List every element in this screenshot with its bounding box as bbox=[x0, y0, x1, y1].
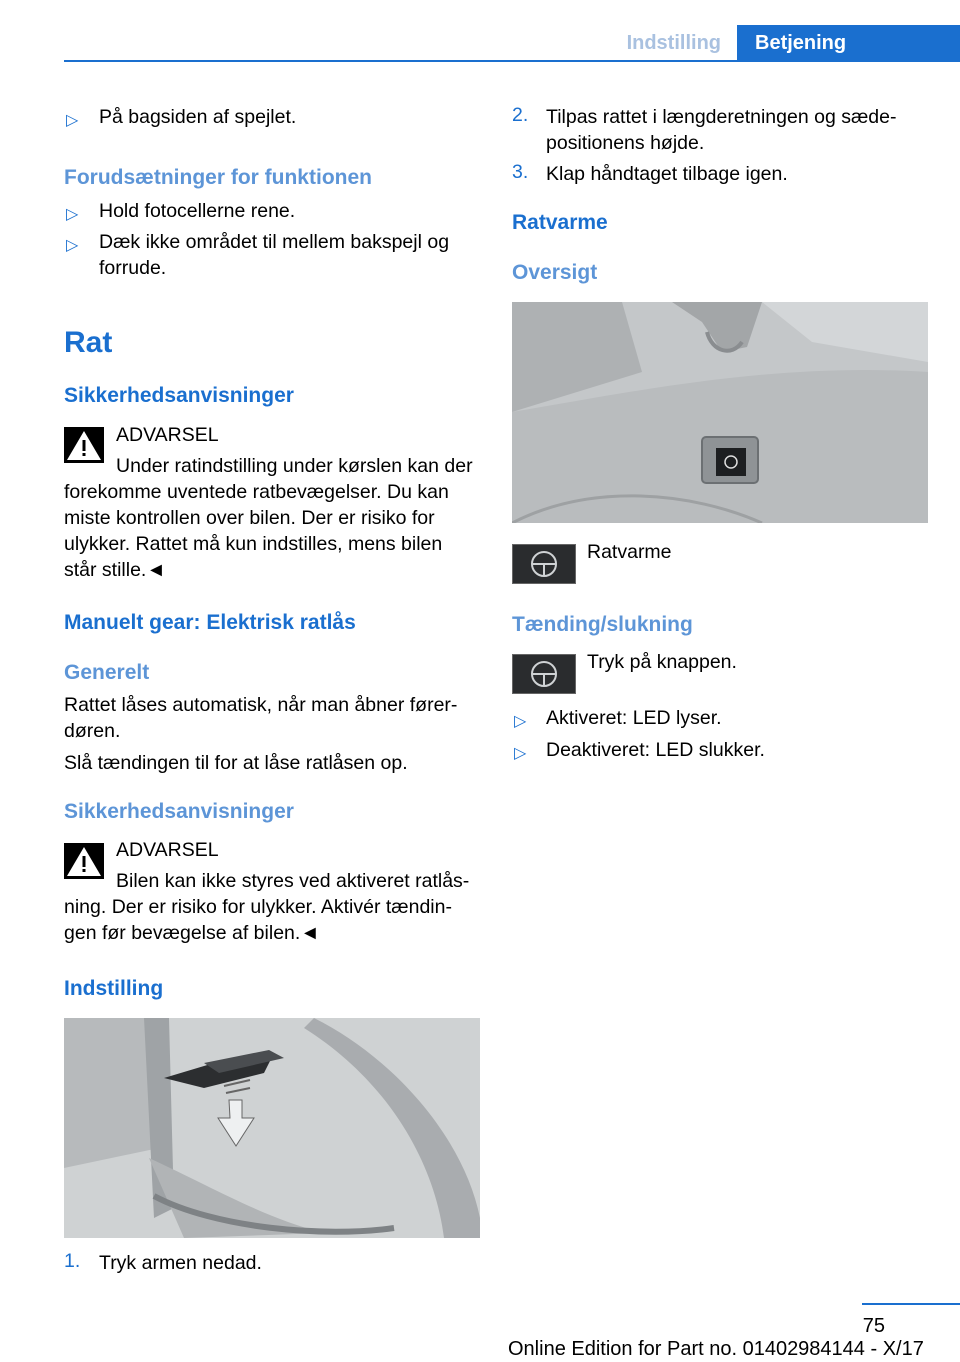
warning-title: ADVARSEL bbox=[116, 424, 219, 446]
warning-line: miste kontrollen over bilen. Der er risiko for bbox=[64, 507, 435, 529]
bullet-text: På bagsiden af spejlet. bbox=[99, 106, 297, 128]
icon-label: Ratvarme bbox=[587, 541, 672, 563]
heading-manual-gear: Manuelt gear: Elektrisk ratlås bbox=[64, 611, 356, 634]
header-tabs bbox=[627, 25, 960, 61]
step-number: 3. bbox=[512, 161, 529, 183]
step-text: Klap håndtaget tilbage igen. bbox=[546, 163, 788, 185]
warning-line: gen før bevægelse af bilen.◄ bbox=[64, 922, 320, 944]
prereq-item-continued: forrude. bbox=[99, 257, 167, 279]
step-number: 1. bbox=[64, 1250, 81, 1272]
heading-oversigt: Oversigt bbox=[512, 261, 598, 284]
step-text: Tryk armen nedad. bbox=[99, 1252, 262, 1274]
steering-wheel-heating-icon bbox=[512, 544, 576, 584]
toggle-instruction: Tryk på knappen. bbox=[587, 651, 737, 673]
heading-generelt: Generelt bbox=[64, 661, 150, 684]
page-number: 75 bbox=[862, 1315, 885, 1337]
steering-lever-image bbox=[64, 1018, 480, 1238]
footer-edition-note: Online Edition for Part no. 01402984144 - X/17 bbox=[508, 1338, 924, 1360]
header-section-label: Indstilling bbox=[626, 32, 721, 54]
warning-title: ADVARSEL bbox=[116, 839, 219, 861]
generelt-line: døren. bbox=[64, 720, 121, 742]
heading-toggle: Tænding/slukning bbox=[512, 613, 693, 636]
step-text: Tilpas rattet i længderetningen og sæde- bbox=[546, 106, 897, 128]
toggle-item: Deaktiveret: LED slukker. bbox=[546, 739, 765, 761]
warning-line: Under ratindstilling under kørslen kan der bbox=[116, 455, 473, 477]
warning-icon bbox=[64, 843, 104, 879]
bullet-icon: ▷ bbox=[514, 745, 527, 762]
steering-wheel-heating-icon bbox=[512, 654, 576, 694]
warning-icon bbox=[64, 427, 104, 463]
prereq-item: Dæk ikke området til mellem bakspejl og bbox=[99, 231, 450, 253]
step-text-continued: positionens højde. bbox=[546, 132, 705, 154]
warning-line: står stille.◄ bbox=[64, 559, 166, 581]
heading-safety: Sikkerhedsanvisninger bbox=[64, 384, 294, 407]
bullet-icon: ▷ bbox=[66, 237, 79, 254]
heading-indstilling: Indstilling bbox=[64, 977, 164, 1000]
heated-wheel-button-image bbox=[512, 302, 928, 523]
heading-rat: Rat bbox=[64, 326, 113, 359]
bullet-icon: ▷ bbox=[66, 206, 79, 223]
header-chapter-label: Betjening bbox=[737, 25, 960, 61]
heading-safety-2: Sikkerhedsanvisninger bbox=[64, 800, 294, 823]
prereq-item: Hold fotocellerne rene. bbox=[99, 200, 296, 222]
warning-line: ning. Der er risiko for ulykker. Aktivér tændin- bbox=[64, 896, 452, 918]
header-rule bbox=[64, 60, 960, 62]
heading-prereq: Forudsætninger for funktionen bbox=[64, 166, 372, 189]
warning-line: ulykker. Rattet må kun indstilles, mens bilen bbox=[64, 533, 443, 555]
bullet-icon: ▷ bbox=[66, 112, 79, 129]
generelt-line: Rattet låses automatisk, når man åbner fører- bbox=[64, 694, 458, 716]
footer-rule bbox=[862, 1303, 960, 1305]
bullet-icon: ▷ bbox=[514, 713, 527, 730]
step-number: 2. bbox=[512, 104, 529, 126]
heading-ratvarme: Ratvarme bbox=[512, 211, 608, 234]
generelt-paragraph: Slå tændingen til for at låse ratlåsen op. bbox=[64, 752, 408, 774]
toggle-item: Aktiveret: LED lyser. bbox=[546, 707, 722, 729]
warning-line: Bilen kan ikke styres ved aktiveret ratlås- bbox=[116, 870, 470, 892]
warning-line: forekomme uventede ratbevægelser. Du kan bbox=[64, 481, 449, 503]
